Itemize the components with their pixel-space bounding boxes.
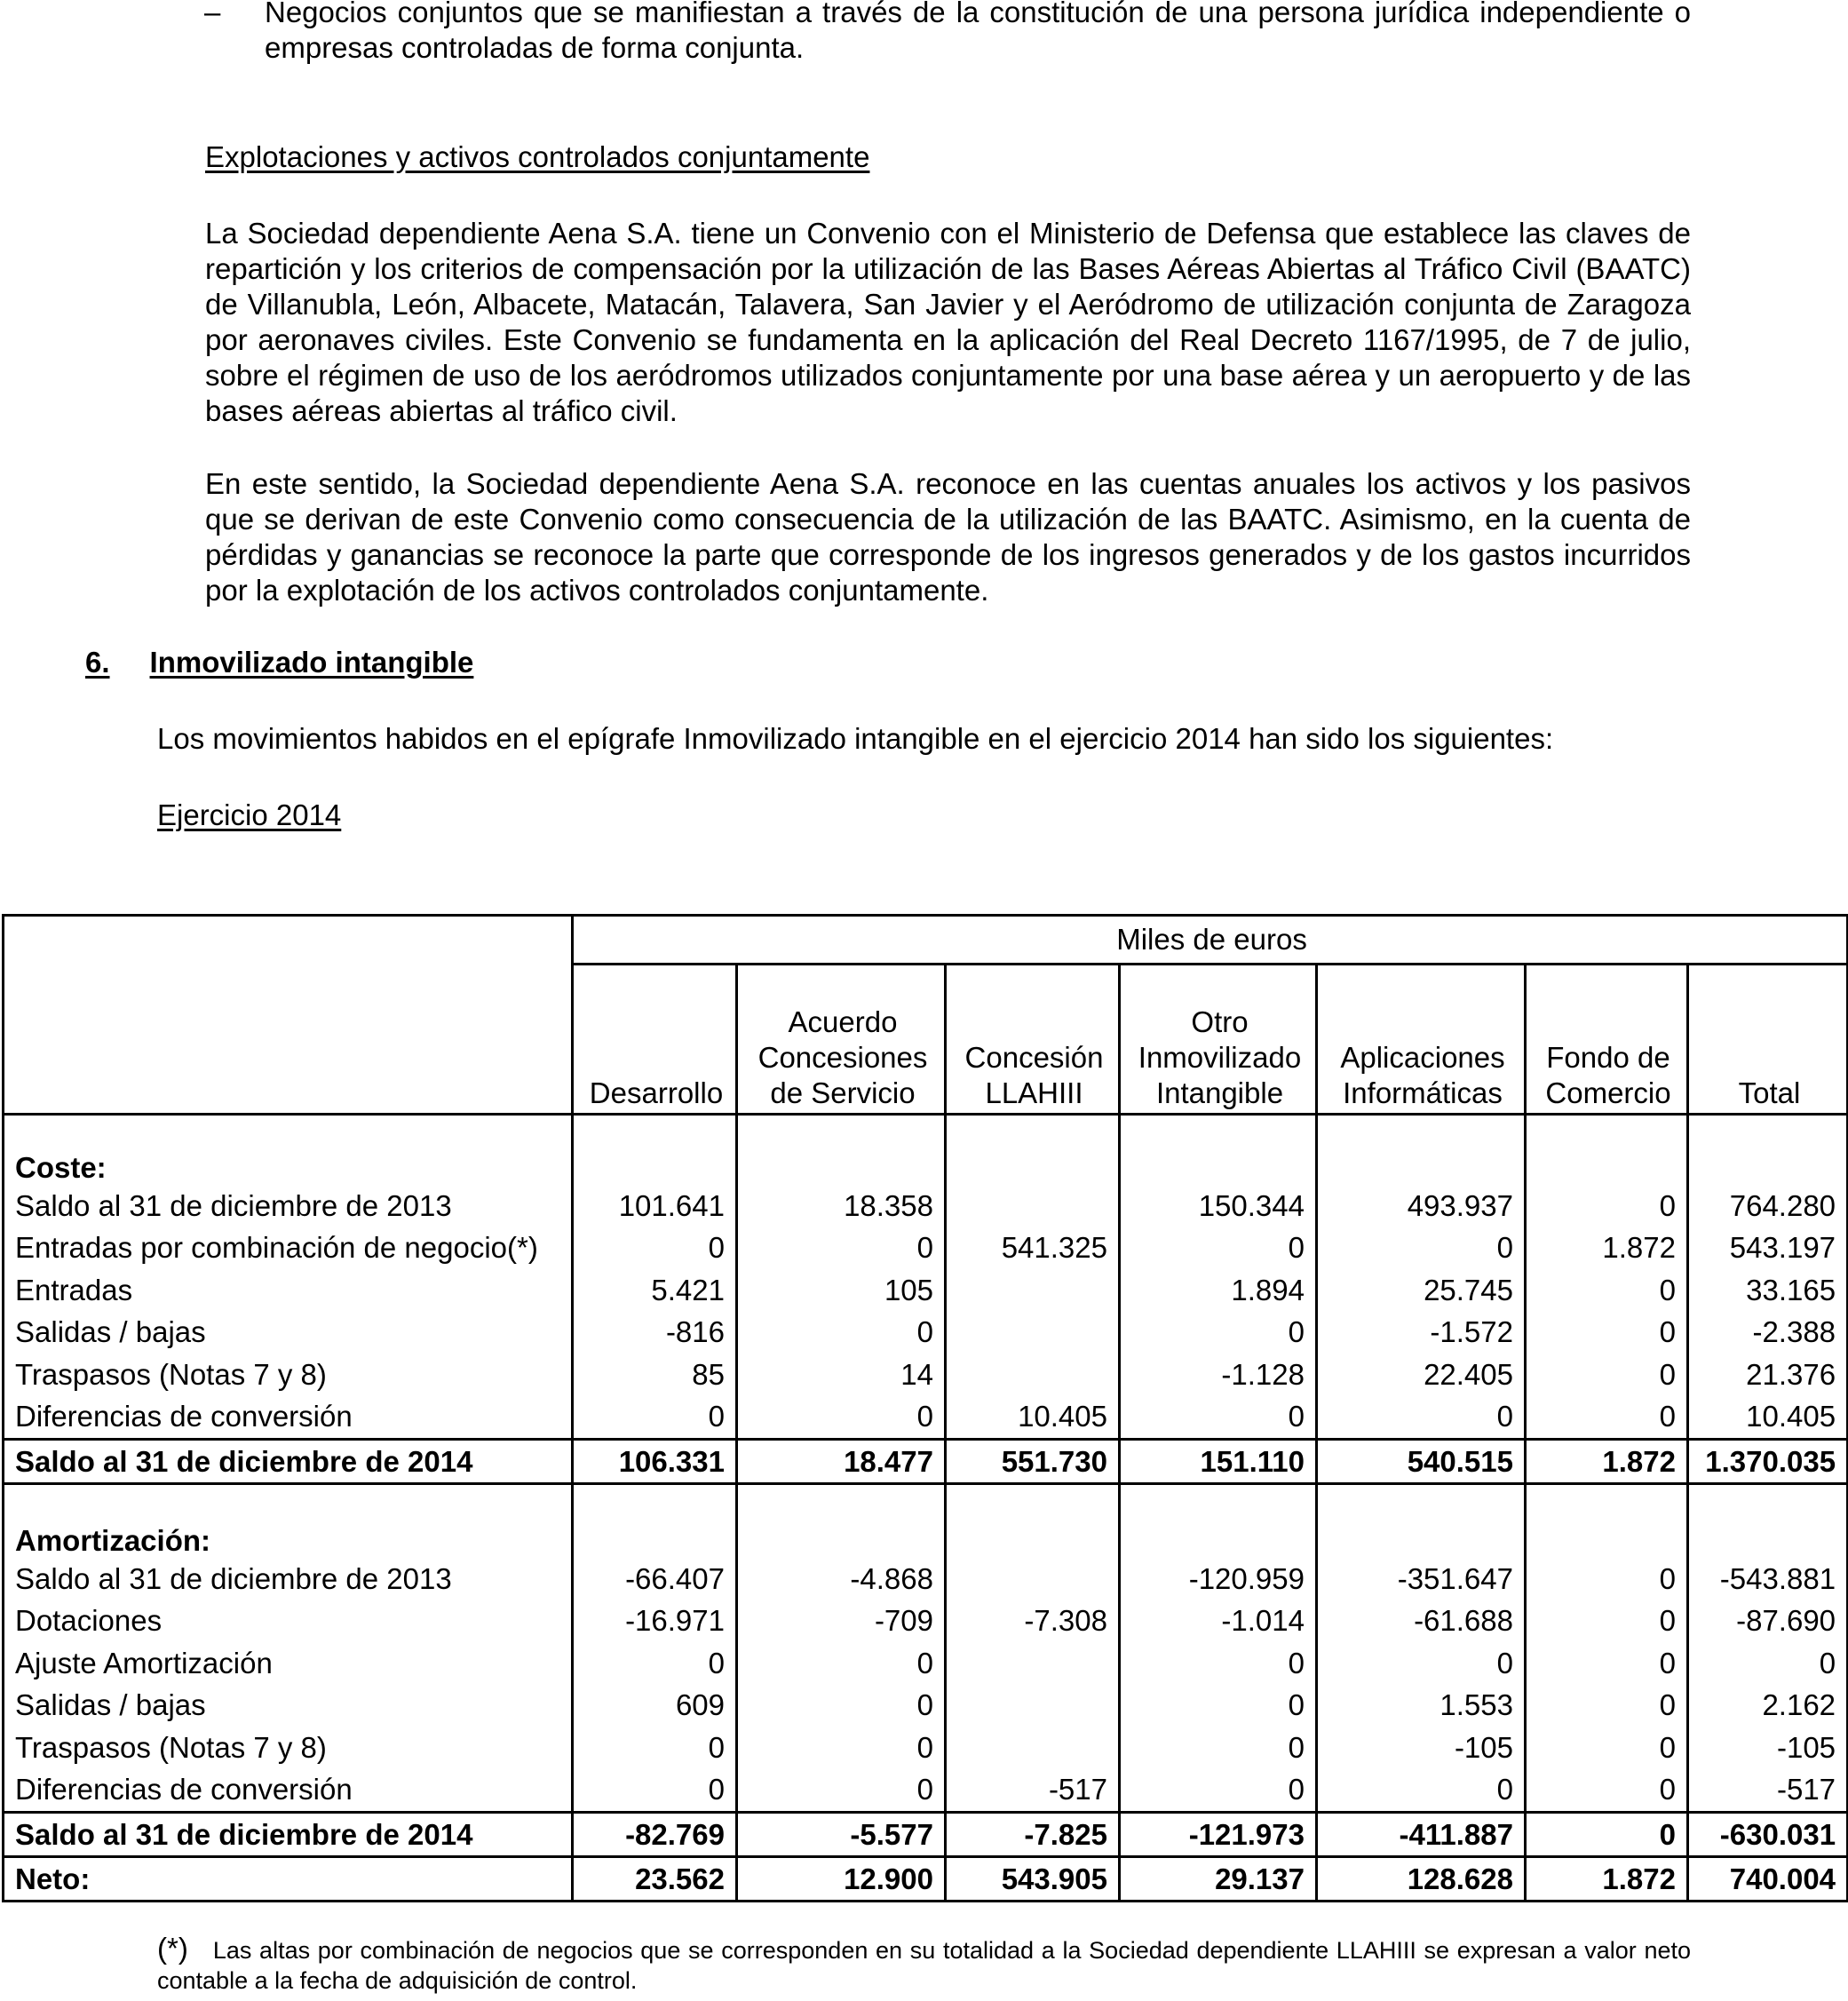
paragraph-2: En este sentido, la Sociedad dependiente Aena S.A. reconoce en las cuentas anuales los activos y los pasivos que se derivan de este Convenio como consecuencia de la utilización de las BAATC. Asimismo, en la cuenta de pérdidas y ganancias se reconoce la parte que corresponde de los ingresos generados y de los gastos incurridos por la explotación de los activos controlados conjuntamente. (205, 467, 1691, 607)
cell-value (946, 1312, 1120, 1354)
section-row-coste (4, 1142, 1848, 1185)
cell-value: 0 (573, 1227, 737, 1270)
column-header-line: Total (1738, 1076, 1801, 1109)
cell-value: -87.690 (1688, 1600, 1848, 1643)
cell-value (737, 1484, 946, 1516)
cell-value: 0 (1526, 1642, 1688, 1685)
cell-value: 1.872 (1526, 1857, 1688, 1902)
row-label: Saldo al 31 de diciembre de 2014 (4, 1440, 573, 1484)
cell-value: 12.900 (737, 1857, 946, 1902)
cell-value (946, 1685, 1120, 1727)
row-label: Amortización: (15, 1524, 211, 1557)
cell-value (946, 1115, 1120, 1143)
cell-value (1688, 1515, 1848, 1558)
cell-value: 0 (1526, 1685, 1688, 1727)
cell-value: 609 (573, 1685, 737, 1727)
cell-value: 551.730 (946, 1440, 1120, 1484)
cell-value (1688, 1142, 1848, 1185)
cell-value: 0 (573, 1642, 737, 1685)
cell-value: 541.325 (946, 1227, 1120, 1270)
cell-value: -7.825 (946, 1813, 1120, 1857)
cell-value: 0 (1120, 1642, 1317, 1685)
table-row (4, 1354, 1848, 1396)
spacer-row (4, 1115, 1848, 1143)
cell-value: 21.376 (1688, 1354, 1848, 1396)
cell-value (1526, 1115, 1688, 1143)
column-header-line: de Servicio (770, 1076, 916, 1109)
cell-value: 1.872 (1526, 1440, 1688, 1484)
cell-value: -82.769 (573, 1813, 737, 1857)
cell-value: -7.308 (946, 1600, 1120, 1643)
cell-value: 10.405 (1688, 1396, 1848, 1440)
cell-value: 0 (573, 1727, 737, 1769)
total-row-neto (4, 1857, 1848, 1902)
cell-value (946, 1484, 1120, 1516)
bullet-dash: – (204, 0, 221, 28)
cell-value: 0 (1526, 1354, 1688, 1396)
row-label: Entradas (15, 1273, 133, 1306)
cell-value: -2.388 (1688, 1312, 1848, 1354)
cell-value: 0 (1120, 1312, 1317, 1354)
cell-value: 0 (737, 1727, 946, 1769)
cell-value: 0 (1526, 1769, 1688, 1813)
cell-value (737, 1115, 946, 1143)
cell-value: 23.562 (573, 1857, 737, 1902)
cell-value (946, 1354, 1120, 1396)
cell-value: 0 (1317, 1642, 1526, 1685)
cell-value: 0 (737, 1769, 946, 1813)
row-label: Entradas por combinación de negocio(*) (15, 1231, 538, 1265)
table-row (4, 1685, 1848, 1727)
table-row (4, 1727, 1848, 1769)
cell-value: 0 (573, 1769, 737, 1813)
cell-value: 18.477 (737, 1440, 946, 1484)
column-header (1526, 965, 1688, 1115)
column-header-line: Comercio (1545, 1076, 1671, 1109)
row-label: Diferencias de conversión (15, 1400, 353, 1433)
cell-value: -1.128 (1120, 1354, 1317, 1396)
cell-value: -120.959 (1120, 1558, 1317, 1600)
cell-value: 1.553 (1317, 1685, 1526, 1727)
column-header (573, 965, 737, 1115)
cell-value: 0 (1526, 1727, 1688, 1769)
row-label: Saldo al 31 de diciembre de 2014 (4, 1813, 573, 1857)
cell-value: 543.905 (946, 1857, 1120, 1902)
cell-value: -105 (1317, 1727, 1526, 1769)
cell-value: 0 (1317, 1769, 1526, 1813)
cell-value: 1.872 (1526, 1227, 1688, 1270)
cell-value: -5.577 (737, 1813, 946, 1857)
cell-value (1526, 1515, 1688, 1558)
cell-value: -517 (946, 1769, 1120, 1813)
cell-value: 0 (737, 1227, 946, 1270)
row-label (4, 1484, 573, 1516)
cell-value: -16.971 (573, 1600, 737, 1643)
table-row (4, 1558, 1848, 1600)
cell-value: 105 (737, 1269, 946, 1312)
cell-value: 0 (737, 1312, 946, 1354)
cell-value: 0 (1120, 1769, 1317, 1813)
column-header (737, 965, 946, 1115)
cell-value: 0 (573, 1396, 737, 1440)
cell-value: 106.331 (573, 1440, 737, 1484)
column-header-line: Desarrollo (589, 1076, 724, 1109)
cell-value: 0 (1120, 1685, 1317, 1727)
cell-value: 764.280 (1688, 1185, 1848, 1227)
cell-value: 0 (1688, 1642, 1848, 1685)
cell-value: 0 (1526, 1558, 1688, 1600)
cell-value: 33.165 (1688, 1269, 1848, 1312)
column-header-line: LLAHIII (985, 1076, 1083, 1109)
section-number: 6. (85, 646, 110, 679)
row-label: Ajuste Amortización (15, 1646, 273, 1679)
footnote-text: Las altas por combinación de negocios que se corresponden en su totalidad a la Sociedad dependiente LLAHIII se expresan a valor neto contable a la fecha de adquisición de control. (157, 1937, 1691, 1994)
cell-value: -709 (737, 1600, 946, 1643)
unit-header: Miles de euros (573, 916, 1848, 965)
cell-value (1688, 1484, 1848, 1516)
cell-value: -66.407 (573, 1558, 737, 1600)
cell-value (573, 1142, 737, 1185)
footnote (157, 1934, 1691, 1996)
cell-value (1120, 1115, 1317, 1143)
cell-value: 151.110 (1120, 1440, 1317, 1484)
cell-value: 0 (1120, 1727, 1317, 1769)
row-label: Coste: (15, 1151, 107, 1184)
cell-value: -630.031 (1688, 1813, 1848, 1857)
cell-value: 0 (1526, 1813, 1688, 1857)
cell-value: 0 (737, 1396, 946, 1440)
table-row (4, 1185, 1848, 1227)
cell-value: 0 (1120, 1227, 1317, 1270)
cell-value (573, 1515, 737, 1558)
cell-value: 543.197 (1688, 1227, 1848, 1270)
cell-value: 0 (1526, 1600, 1688, 1643)
cell-value: -121.973 (1120, 1813, 1317, 1857)
cell-value: -105 (1688, 1727, 1848, 1769)
paragraph-1: La Sociedad dependiente Aena S.A. tiene un Convenio con el Ministerio de Defensa que establece las claves de repartición y los criterios de compensación por la utilización de las Bases Aéreas Abiertas al Tráfico Civil (BAATC) de Villanubla, León, Albacete, Matacán, Talavera, San Javier y el Aeródromo de utilización conjunta de Zaragoza por aeronaves civiles. Este Convenio se fundamenta en la aplicación del Real Decreto 1167/1995, de 7 de julio, sobre el régimen de uso de los aeródromos utilizados conjuntamente por una base aérea y un aeropuerto y de las bases aéreas abiertas al tráfico civil. (205, 217, 1691, 427)
bullet-text: Negocios conjuntos que se manifiestan a través de la constitución de una persona jurídica independiente o empresas controladas de forma conjunta. (265, 0, 1691, 64)
column-header-line: Aplicaciones (1340, 1041, 1505, 1074)
intangible-assets-table (2, 914, 1848, 1902)
table-row (4, 1312, 1848, 1354)
cell-value (737, 1142, 946, 1185)
cell-value (573, 1115, 737, 1143)
column-header-line: Inmovilizado (1138, 1041, 1302, 1074)
table-row (4, 1269, 1848, 1312)
section-heading (85, 645, 473, 680)
row-label: Saldo al 31 de diciembre de 2013 (15, 1188, 452, 1222)
row-label: Salidas / bajas (15, 1315, 206, 1349)
cell-value (946, 1185, 1120, 1227)
cell-value (946, 1269, 1120, 1312)
column-header (1120, 965, 1317, 1115)
cell-value (946, 1142, 1120, 1185)
cell-value (1120, 1484, 1317, 1516)
cell-value: 0 (1526, 1312, 1688, 1354)
row-label: Saldo al 31 de diciembre de 2013 (15, 1561, 452, 1595)
cell-value: 0 (1526, 1185, 1688, 1227)
row-label: Traspasos (Notas 7 y 8) (15, 1730, 327, 1764)
cell-value: -1.572 (1317, 1312, 1526, 1354)
cell-value: 22.405 (1317, 1354, 1526, 1396)
footnote-marker: (*) (157, 1932, 188, 1965)
cell-value: 0 (737, 1685, 946, 1727)
row-label: Salidas / bajas (15, 1688, 206, 1722)
cell-value: -517 (1688, 1769, 1848, 1813)
subheading: Explotaciones y activos controlados conjuntamente (205, 140, 870, 173)
cell-value: 25.745 (1317, 1269, 1526, 1312)
section-description: Los movimientos habidos en el epígrafe Inmovilizado intangible en el ejercicio 2014 han sido los siguientes: (157, 722, 1554, 755)
total-row-coste (4, 1440, 1848, 1484)
cell-value: -411.887 (1317, 1813, 1526, 1857)
cell-value: 1.370.035 (1688, 1440, 1848, 1484)
row-label: Dotaciones (15, 1604, 163, 1638)
table-row (4, 1227, 1848, 1270)
cell-value (737, 1515, 946, 1558)
cell-value: 0 (1526, 1269, 1688, 1312)
cell-value: -61.688 (1317, 1600, 1526, 1643)
column-header-line: Intangible (1155, 1076, 1284, 1109)
column-header (1317, 965, 1526, 1115)
cell-value (1526, 1142, 1688, 1185)
cell-value: 493.937 (1317, 1185, 1526, 1227)
cell-value (1317, 1142, 1526, 1185)
cell-value: 740.004 (1688, 1857, 1848, 1902)
column-header-line: Concesión (964, 1041, 1104, 1074)
cell-value (946, 1642, 1120, 1685)
spacer-row (4, 1484, 1848, 1516)
column-header (946, 965, 1120, 1115)
cell-value: 0 (1120, 1396, 1317, 1440)
column-header-line: Fondo de (1546, 1041, 1670, 1074)
column-header-line: Concesiones (757, 1041, 928, 1074)
total-row-amortizacion (4, 1813, 1848, 1857)
cell-value: -816 (573, 1312, 737, 1354)
cell-value (1317, 1115, 1526, 1143)
cell-value: 540.515 (1317, 1440, 1526, 1484)
cell-value: 0 (1317, 1396, 1526, 1440)
table-row (4, 1769, 1848, 1813)
cell-value: 14 (737, 1354, 946, 1396)
cell-value (1317, 1515, 1526, 1558)
cell-value: 5.421 (573, 1269, 737, 1312)
table-row (4, 1600, 1848, 1643)
cell-value: 101.641 (573, 1185, 737, 1227)
cell-value (1526, 1484, 1688, 1516)
cell-value (1317, 1484, 1526, 1516)
cell-value: -4.868 (737, 1558, 946, 1600)
cell-value: 1.894 (1120, 1269, 1317, 1312)
table-row (4, 1396, 1848, 1440)
column-header-line: Acuerdo (788, 1005, 898, 1038)
table-row (4, 1642, 1848, 1685)
cell-value (946, 1727, 1120, 1769)
column-header-line: Otro (1191, 1005, 1249, 1038)
cell-value (1120, 1142, 1317, 1185)
cell-value: -543.881 (1688, 1558, 1848, 1600)
cell-value: 0 (737, 1642, 946, 1685)
cell-value (1120, 1515, 1317, 1558)
cell-value: 10.405 (946, 1396, 1120, 1440)
column-header-line: Informáticas (1343, 1076, 1503, 1109)
header-corner (4, 916, 573, 1115)
section-row-amortizacion (4, 1515, 1848, 1558)
row-label (4, 1115, 573, 1143)
cell-value: 29.137 (1120, 1857, 1317, 1902)
cell-value: 128.628 (1317, 1857, 1526, 1902)
cell-value: 0 (1317, 1227, 1526, 1270)
row-label: Diferencias de conversión (15, 1773, 353, 1806)
cell-value (946, 1515, 1120, 1558)
cell-value (573, 1484, 737, 1516)
cell-value: 18.358 (737, 1185, 946, 1227)
cell-value: 0 (1526, 1396, 1688, 1440)
cell-value: 2.162 (1688, 1685, 1848, 1727)
cell-value: 150.344 (1120, 1185, 1317, 1227)
cell-value: -1.014 (1120, 1600, 1317, 1643)
row-label: Traspasos (Notas 7 y 8) (15, 1357, 327, 1391)
column-header (1688, 965, 1848, 1115)
cell-value: -351.647 (1317, 1558, 1526, 1600)
cell-value (1688, 1115, 1848, 1143)
row-label: Neto: (4, 1857, 573, 1902)
cell-value (946, 1558, 1120, 1600)
cell-value: 85 (573, 1354, 737, 1396)
section-title: Inmovilizado intangible (149, 646, 474, 679)
year-label: Ejercicio 2014 (157, 798, 342, 831)
